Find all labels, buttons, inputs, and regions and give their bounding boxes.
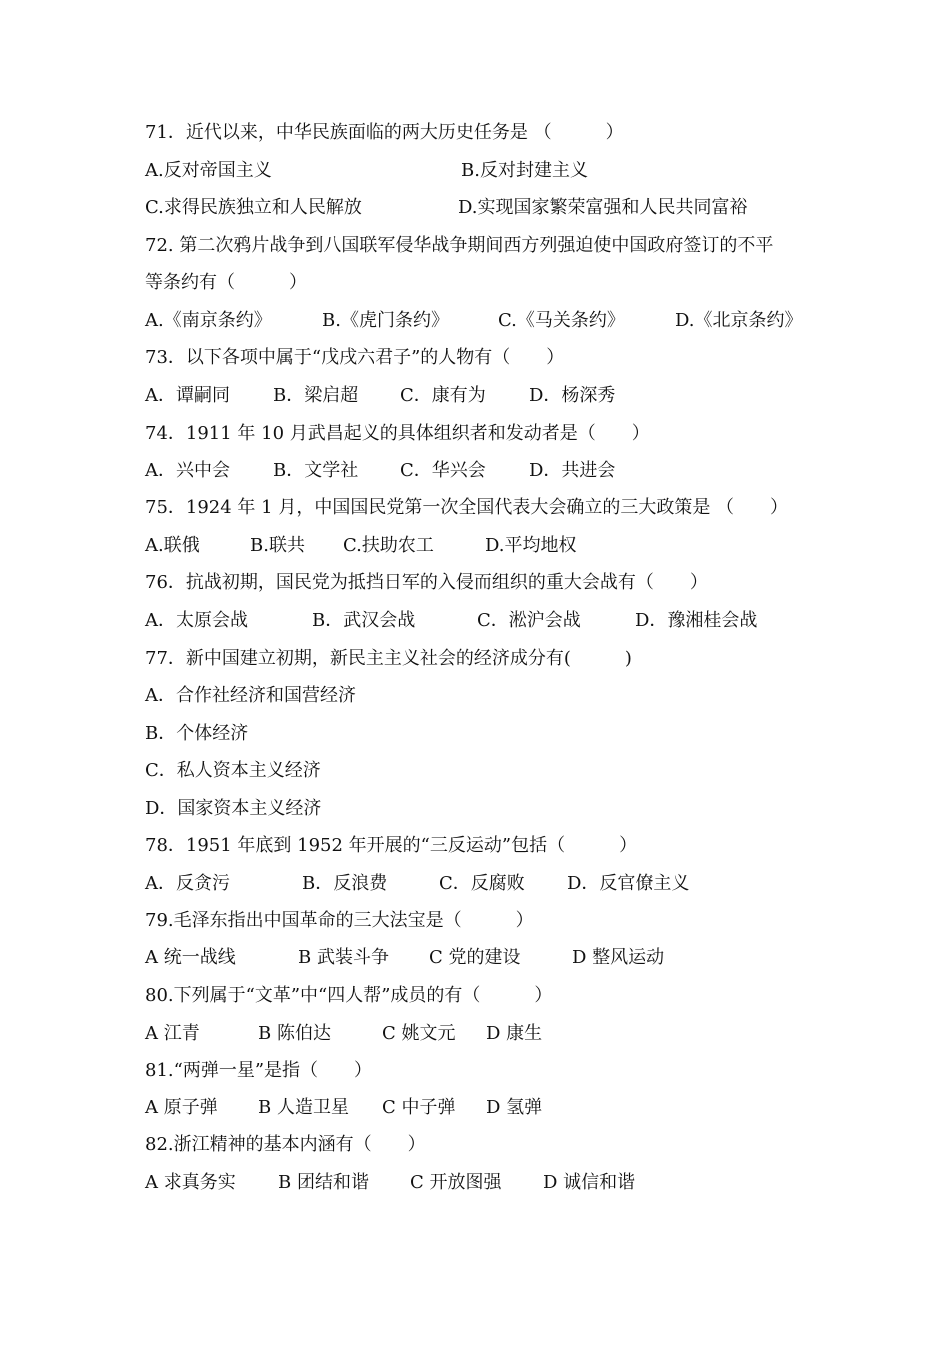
option-77-c: C．私人资本主义经济 <box>145 760 321 781</box>
question-77-stem: 77．新中国建立初期，新民主主义社会的经济成分有( ) <box>145 648 632 669</box>
option-73-c: C．康有为 <box>400 385 486 406</box>
question-81-stem: 81.“两弹一星”是指（ ） <box>145 1060 373 1081</box>
option-72-b: B.《虎门条约》 <box>322 310 449 331</box>
option-80-a: A 江青 <box>145 1023 200 1044</box>
question-71-stem: 71．近代以来，中华民族面临的两大历史任务是 （ ） <box>145 122 624 143</box>
option-77-d: D．国家资本主义经济 <box>145 798 322 819</box>
question-78-stem: 78．1951 年底到 1952 年开展的“三反运动”包括（ ） <box>145 835 638 856</box>
question-79-stem: 79.毛泽东指出中国革命的三大法宝是（ ） <box>145 910 534 931</box>
question-80-stem: 80.下列属于“文革”中“四人帮”成员的有（ ） <box>145 985 553 1006</box>
option-79-b: B 武装斗争 <box>298 947 389 968</box>
option-81-b: B 人造卫星 <box>258 1097 349 1118</box>
question-72-stem-continued: 等条约有（ ） <box>145 272 307 293</box>
option-73-b: B．梁启超 <box>273 385 359 406</box>
option-76-d: D．豫湘桂会战 <box>635 610 758 631</box>
question-74-stem: 74．1911 年 10 月武昌起义的具体组织者和发动者是（ ） <box>145 423 650 444</box>
question-72-stem: 72. 第二次鸦片战争到八国联军侵华战争期间西方列强迫使中国政府签订的不平 <box>145 235 774 256</box>
option-76-b: B．武汉会战 <box>312 610 416 631</box>
option-78-b: B．反浪费 <box>302 873 388 894</box>
option-75-a: A.联俄 <box>145 535 200 556</box>
option-75-d: D.平均地权 <box>485 535 577 556</box>
option-78-d: D．反官僚主义 <box>567 873 690 894</box>
option-80-c: C 姚文元 <box>382 1023 456 1044</box>
option-73-d: D．杨深秀 <box>529 385 616 406</box>
option-76-c: C．淞沪会战 <box>477 610 581 631</box>
option-74-a: A．兴中会 <box>145 460 230 481</box>
option-71-a: A.反对帝国主义 <box>145 160 272 181</box>
option-72-d: D.《北京条约》 <box>675 310 803 331</box>
option-74-c: C．华兴会 <box>400 460 486 481</box>
question-75-stem: 75．1924 年 1 月，中国国民党第一次全国代表大会确立的三大政策是 （ ） <box>145 497 789 518</box>
option-72-a: A.《南京条约》 <box>145 310 272 331</box>
question-76-stem: 76．抗战初期，国民党为抵挡日军的入侵而组织的重大会战有（ ） <box>145 572 708 593</box>
option-82-d: D 诚信和谐 <box>543 1172 636 1193</box>
option-78-a: A．反贪污 <box>145 873 230 894</box>
option-82-c: C 开放图强 <box>410 1172 502 1193</box>
option-71-d: D.实现国家繁荣富强和人民共同富裕 <box>458 197 748 218</box>
option-75-b: B.联共 <box>250 535 305 556</box>
option-81-d: D 氢弹 <box>486 1097 543 1118</box>
option-74-d: D．共进会 <box>529 460 616 481</box>
question-82-stem: 82.浙江精神的基本内涵有（ ） <box>145 1134 426 1155</box>
option-71-c: C.求得民族独立和人民解放 <box>145 197 362 218</box>
option-79-a: A 统一战线 <box>145 947 236 968</box>
option-79-c: C 党的建设 <box>429 947 521 968</box>
option-82-b: B 团结和谐 <box>278 1172 369 1193</box>
option-73-a: A．谭嗣同 <box>145 385 230 406</box>
option-80-b: B 陈伯达 <box>258 1023 331 1044</box>
option-81-a: A 原子弹 <box>145 1097 218 1118</box>
option-80-d: D 康生 <box>486 1023 543 1044</box>
option-81-c: C 中子弹 <box>382 1097 456 1118</box>
option-75-c: C.扶助农工 <box>343 535 434 556</box>
option-72-c: C.《马关条约》 <box>498 310 625 331</box>
option-74-b: B．文学社 <box>273 460 359 481</box>
option-71-b: B.反对封建主义 <box>461 160 588 181</box>
option-79-d: D 整风运动 <box>572 947 665 968</box>
option-77-b: B．个体经济 <box>145 723 249 744</box>
option-76-a: A．太原会战 <box>145 610 248 631</box>
option-77-a: A．合作社经济和国营经济 <box>145 685 356 706</box>
option-82-a: A 求真务实 <box>145 1172 236 1193</box>
question-73-stem: 73．以下各项中属于“戊戌六君子”的人物有（ ） <box>145 347 565 368</box>
option-78-c: C．反腐败 <box>439 873 525 894</box>
